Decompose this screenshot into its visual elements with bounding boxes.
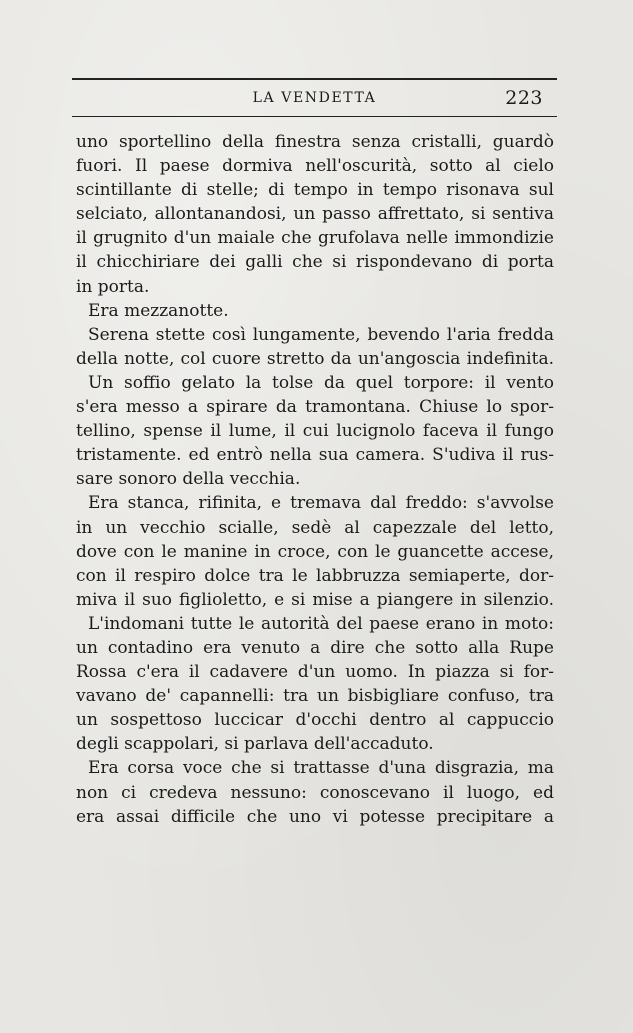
header-top-rule xyxy=(72,78,557,80)
text-line: Era corsa voce che si trattasse d'una disgrazia, ma xyxy=(88,758,554,779)
text-line: scintillante di stelle; di tempo in tempo risonava sul xyxy=(76,180,554,201)
text-line: Serena stette così lungamente, bevendo l'aria fredda xyxy=(88,324,554,345)
text-line: in un vecchio scialle, sedè al capezzale del letto, xyxy=(76,517,554,538)
text-line: della notte, col cuore stretto da un'angoscia indefinita. xyxy=(76,348,554,369)
text-line: Era stanca, rifinita, e tremava dal freddo: s'avvolse xyxy=(88,493,554,514)
page-number: 223 xyxy=(505,87,543,109)
text-line: sare sonoro della vecchia. xyxy=(76,469,301,490)
running-head xyxy=(72,87,557,110)
text-line: un sospettoso luccicar d'occhi dentro al cappuccio xyxy=(76,710,554,731)
text-line: selciato, allontanandosi, un passo affrettato, si sentiva xyxy=(76,204,554,225)
text-line: Rossa c'era il cadavere d'un uomo. In piazza si for- xyxy=(76,662,554,683)
text-line: miva il suo figlioletto, e si mise a piangere in silenzio. xyxy=(76,589,554,610)
text-line: un contadino era venuto a dire che sotto alla Rupe xyxy=(76,637,554,658)
header-bottom-rule xyxy=(72,116,557,117)
text-line: dove con le manine in croce, con le guancette accese, xyxy=(76,541,554,562)
text-line: tellino, spense il lume, il cui lucignolo faceva il fungo xyxy=(76,421,554,442)
text-line: con il respiro dolce tra le labbruzza semiaperte, dor- xyxy=(76,565,554,586)
text-line: uno sportellino della finestra senza cristalli, guardò xyxy=(76,132,554,152)
running-title: LA VENDETTA xyxy=(252,90,377,106)
body-text xyxy=(76,130,554,829)
text-line: L'indomani tutte le autorità del paese erano in moto: xyxy=(88,613,554,634)
text-line: vavano de' capannelli: tra un bisbigliare confuso, tra xyxy=(76,686,554,707)
text-line: fuori. Il paese dormiva nell'oscurità, sotto al cielo xyxy=(76,156,554,177)
text-line: era assai difficile che uno vi potesse precipitare a xyxy=(76,806,554,827)
text-line: degli scappolari, si parlava dell'accaduto. xyxy=(76,734,434,755)
text-line: il chicchiriare dei galli che si rispondevano di porta xyxy=(76,252,554,273)
text-line: il grugnito d'un maiale che grufolava nelle immondizie xyxy=(76,228,554,249)
text-line: s'era messo a spirare da tramontana. Chiuse lo spor- xyxy=(76,397,554,418)
text-line: in porta. xyxy=(76,276,150,297)
text-line: tristamente. ed entrò nella sua camera. S'udiva il rus- xyxy=(76,445,554,466)
text-line: non ci credeva nessuno: conoscevano il luogo, ed xyxy=(76,782,554,803)
text-line: Era mezzanotte. xyxy=(88,300,229,321)
text-line: Un soffio gelato la tolse da quel torpore: il vento xyxy=(88,372,554,393)
